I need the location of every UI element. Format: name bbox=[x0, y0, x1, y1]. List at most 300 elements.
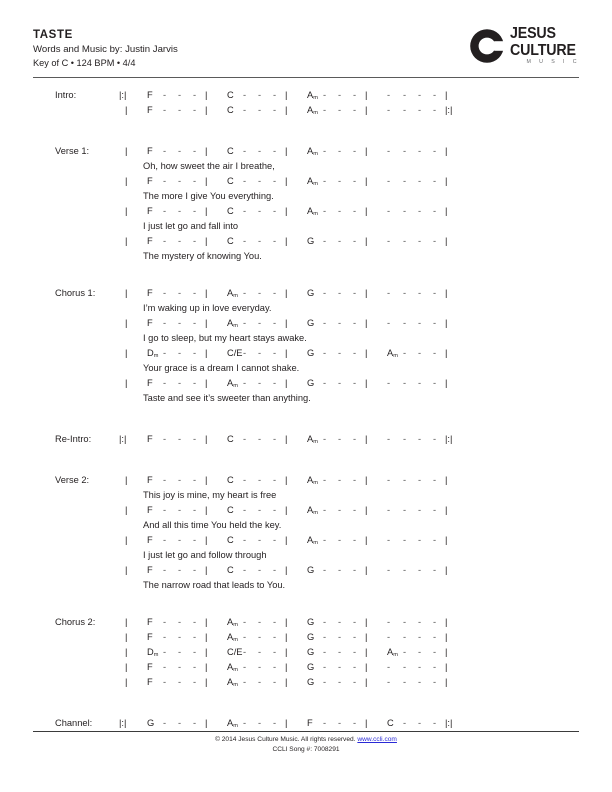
beat-dash: - bbox=[387, 617, 391, 627]
chord-symbol: F bbox=[147, 378, 153, 388]
barline: | bbox=[365, 565, 368, 575]
beat-dash: - bbox=[258, 677, 262, 687]
beat-dash: - bbox=[273, 632, 277, 642]
close-barline: | bbox=[445, 348, 448, 358]
barline: | bbox=[205, 236, 208, 246]
beat-dash: - bbox=[163, 378, 167, 388]
beat-dash: - bbox=[418, 617, 422, 627]
beat-dash: - bbox=[323, 318, 327, 328]
chord-symbol: F bbox=[147, 434, 153, 444]
close-barline: | bbox=[445, 288, 448, 298]
beat-dash: - bbox=[243, 718, 247, 728]
barline: | bbox=[285, 565, 288, 575]
header-divider bbox=[33, 77, 579, 78]
beat-dash: - bbox=[418, 348, 422, 358]
beat-dash: - bbox=[353, 236, 357, 246]
beat-dash: - bbox=[178, 535, 182, 545]
beat-dash: - bbox=[353, 348, 357, 358]
beat-dash: - bbox=[258, 176, 262, 186]
beat-dash: - bbox=[273, 565, 277, 575]
chord-symbol: C bbox=[227, 90, 234, 100]
open-barline: | bbox=[125, 206, 128, 216]
chord-symbol: F bbox=[147, 632, 153, 642]
close-barline: | bbox=[445, 475, 448, 485]
beat-dash: - bbox=[353, 90, 357, 100]
beat-dash: - bbox=[163, 565, 167, 575]
beat-dash: - bbox=[243, 105, 247, 115]
chord-row bbox=[125, 533, 579, 548]
chord-symbol: C bbox=[387, 718, 394, 728]
barline: | bbox=[365, 176, 368, 186]
beat-dash: - bbox=[323, 647, 327, 657]
beat-dash: - bbox=[433, 434, 437, 444]
barline: | bbox=[365, 90, 368, 100]
lyric-row: And all this time You held the key. bbox=[143, 520, 282, 530]
barline: | bbox=[205, 677, 208, 687]
barline: | bbox=[205, 146, 208, 156]
beat-dash: - bbox=[163, 206, 167, 216]
beat-dash: - bbox=[193, 505, 197, 515]
chart-section bbox=[33, 88, 579, 118]
beat-dash: - bbox=[193, 378, 197, 388]
chord-symbol: $A_m$ bbox=[227, 288, 238, 300]
barline: | bbox=[205, 535, 208, 545]
beat-dash: - bbox=[338, 348, 342, 358]
barline: | bbox=[205, 475, 208, 485]
beat-dash: - bbox=[387, 90, 391, 100]
lyric-row: Oh, how sweet the air I breathe, bbox=[143, 161, 275, 171]
open-barline: | bbox=[125, 318, 128, 328]
close-barline: |:| bbox=[445, 105, 453, 115]
beat-dash: - bbox=[387, 475, 391, 485]
beat-dash: - bbox=[403, 662, 407, 672]
beat-dash: - bbox=[163, 632, 167, 642]
beat-dash: - bbox=[403, 535, 407, 545]
chord-symbol: G bbox=[307, 677, 315, 687]
beat-dash: - bbox=[433, 105, 437, 115]
beat-dash: - bbox=[243, 288, 247, 298]
beat-dash: - bbox=[323, 677, 327, 687]
section-label: Chorus 1: bbox=[55, 288, 96, 298]
jesus-culture-music-logo bbox=[469, 26, 582, 65]
beat-dash: - bbox=[387, 632, 391, 642]
barline: | bbox=[365, 348, 368, 358]
barline: | bbox=[285, 236, 288, 246]
chord-symbol: F bbox=[307, 718, 313, 728]
beat-dash: - bbox=[403, 475, 407, 485]
chord-symbol: C bbox=[227, 565, 234, 575]
beat-dash: - bbox=[273, 176, 277, 186]
beat-dash: - bbox=[193, 535, 197, 545]
open-barline: | bbox=[125, 632, 128, 642]
beat-dash: - bbox=[258, 206, 262, 216]
barline: | bbox=[205, 565, 208, 575]
beat-dash: - bbox=[193, 632, 197, 642]
chord-symbol: $A_m$ bbox=[227, 662, 238, 674]
chord-symbol: G bbox=[307, 565, 315, 575]
document-footer bbox=[33, 735, 579, 755]
beat-dash: - bbox=[243, 535, 247, 545]
beat-dash: - bbox=[178, 662, 182, 672]
beat-dash: - bbox=[163, 617, 167, 627]
beat-dash: - bbox=[193, 90, 197, 100]
beat-dash: - bbox=[353, 565, 357, 575]
beat-dash: - bbox=[403, 647, 407, 657]
beat-dash: - bbox=[273, 288, 277, 298]
logo-line-music: M U S I C bbox=[526, 59, 580, 65]
open-barline: | bbox=[125, 617, 128, 627]
beat-dash: - bbox=[193, 146, 197, 156]
open-barline: | bbox=[125, 505, 128, 515]
beat-dash: - bbox=[193, 434, 197, 444]
beat-dash: - bbox=[178, 475, 182, 485]
beat-dash: - bbox=[403, 718, 407, 728]
beat-dash: - bbox=[353, 318, 357, 328]
beat-dash: - bbox=[273, 662, 277, 672]
beat-dash: - bbox=[273, 318, 277, 328]
barline: | bbox=[205, 632, 208, 642]
beat-dash: - bbox=[163, 475, 167, 485]
chord-row bbox=[125, 144, 579, 159]
beat-dash: - bbox=[338, 617, 342, 627]
beat-dash: - bbox=[178, 90, 182, 100]
section-rows bbox=[125, 286, 579, 406]
beat-dash: - bbox=[323, 146, 327, 156]
key-tempo-meter-line: Key of C • 124 BPM • 4/4 bbox=[33, 58, 136, 68]
beat-dash: - bbox=[178, 105, 182, 115]
beat-dash: - bbox=[323, 288, 327, 298]
beat-dash: - bbox=[273, 348, 277, 358]
chord-symbol: C bbox=[227, 475, 234, 485]
chord-symbol: G bbox=[307, 318, 315, 328]
barline: | bbox=[285, 505, 288, 515]
close-barline: | bbox=[445, 318, 448, 328]
beat-dash: - bbox=[178, 288, 182, 298]
beat-dash: - bbox=[403, 505, 407, 515]
beat-dash: - bbox=[193, 206, 197, 216]
beat-dash: - bbox=[163, 318, 167, 328]
beat-dash: - bbox=[243, 505, 247, 515]
chord-row bbox=[125, 103, 579, 118]
beat-dash: - bbox=[163, 236, 167, 246]
section-label: Intro: bbox=[55, 90, 77, 100]
section-rows bbox=[125, 144, 579, 264]
beat-dash: - bbox=[353, 662, 357, 672]
chord-row bbox=[125, 286, 579, 301]
chord-row bbox=[125, 316, 579, 331]
beat-dash: - bbox=[323, 105, 327, 115]
beat-dash: - bbox=[338, 146, 342, 156]
beat-dash: - bbox=[243, 176, 247, 186]
beat-dash: - bbox=[338, 677, 342, 687]
beat-dash: - bbox=[258, 146, 262, 156]
chord-symbol: $A_m$ bbox=[227, 617, 238, 629]
beat-dash: - bbox=[178, 176, 182, 186]
open-barline: | bbox=[125, 565, 128, 575]
chord-symbol: F bbox=[147, 90, 153, 100]
beat-dash: - bbox=[258, 90, 262, 100]
chord-row bbox=[125, 346, 579, 361]
beat-dash: - bbox=[323, 475, 327, 485]
barline: | bbox=[285, 535, 288, 545]
beat-dash: - bbox=[273, 718, 277, 728]
beat-dash: - bbox=[273, 236, 277, 246]
barline: | bbox=[285, 206, 288, 216]
close-barline: | bbox=[445, 647, 448, 657]
beat-dash: - bbox=[403, 236, 407, 246]
lyric-row: I just let go and fall into bbox=[143, 221, 239, 231]
chord-symbol: G bbox=[307, 288, 315, 298]
beat-dash: - bbox=[403, 434, 407, 444]
section-gap bbox=[33, 406, 579, 432]
beat-dash: - bbox=[258, 434, 262, 444]
beat-dash: - bbox=[193, 647, 197, 657]
chord-symbol: G bbox=[307, 236, 315, 246]
beat-dash: - bbox=[387, 434, 391, 444]
beat-dash: - bbox=[353, 647, 357, 657]
close-barline: | bbox=[445, 662, 448, 672]
barline: | bbox=[365, 236, 368, 246]
section-label: Re-Intro: bbox=[55, 434, 92, 444]
close-barline: | bbox=[445, 90, 448, 100]
section-rows bbox=[119, 432, 579, 447]
open-barline: | bbox=[125, 662, 128, 672]
chord-symbol: F bbox=[147, 288, 153, 298]
chord-symbol: $A_m$ bbox=[307, 505, 318, 517]
beat-dash: - bbox=[418, 632, 422, 642]
page-title: TASTE bbox=[33, 29, 73, 41]
chord-row bbox=[125, 234, 579, 249]
beat-dash: - bbox=[338, 434, 342, 444]
beat-dash: - bbox=[403, 90, 407, 100]
beat-dash: - bbox=[163, 90, 167, 100]
beat-dash: - bbox=[243, 348, 247, 358]
barline: | bbox=[285, 718, 288, 728]
beat-dash: - bbox=[353, 475, 357, 485]
beat-dash: - bbox=[338, 288, 342, 298]
barline: | bbox=[365, 662, 368, 672]
chord-symbol: F bbox=[147, 565, 153, 575]
beat-dash: - bbox=[243, 206, 247, 216]
beat-dash: - bbox=[273, 475, 277, 485]
beat-dash: - bbox=[418, 662, 422, 672]
lyric-row: The mystery of knowing You. bbox=[143, 251, 262, 261]
chord-symbol: $A_m$ bbox=[227, 677, 238, 689]
section-gap bbox=[33, 690, 579, 716]
beat-dash: - bbox=[418, 505, 422, 515]
barline: | bbox=[205, 505, 208, 515]
chord-row bbox=[125, 660, 579, 675]
beat-dash: - bbox=[418, 535, 422, 545]
beat-dash: - bbox=[163, 434, 167, 444]
beat-dash: - bbox=[403, 206, 407, 216]
beat-dash: - bbox=[353, 378, 357, 388]
chord-symbol: F bbox=[147, 505, 153, 515]
barline: | bbox=[285, 146, 288, 156]
beat-dash: - bbox=[387, 105, 391, 115]
beat-dash: - bbox=[258, 662, 262, 672]
beat-dash: - bbox=[433, 535, 437, 545]
beat-dash: - bbox=[178, 348, 182, 358]
beat-dash: - bbox=[163, 662, 167, 672]
beat-dash: - bbox=[193, 105, 197, 115]
barline: | bbox=[205, 718, 208, 728]
barline: | bbox=[205, 378, 208, 388]
chord-symbol: $A_m$ bbox=[227, 378, 238, 390]
beat-dash: - bbox=[243, 318, 247, 328]
beat-dash: - bbox=[353, 146, 357, 156]
beat-dash: - bbox=[418, 565, 422, 575]
section-label: Chorus 2: bbox=[55, 617, 96, 627]
beat-dash: - bbox=[273, 434, 277, 444]
beat-dash: - bbox=[178, 206, 182, 216]
beat-dash: - bbox=[418, 647, 422, 657]
barline: | bbox=[205, 105, 208, 115]
beat-dash: - bbox=[403, 617, 407, 627]
beat-dash: - bbox=[403, 677, 407, 687]
chord-row bbox=[125, 630, 579, 645]
chord-symbol: F bbox=[147, 662, 153, 672]
beat-dash: - bbox=[193, 348, 197, 358]
beat-dash: - bbox=[193, 475, 197, 485]
beat-dash: - bbox=[323, 662, 327, 672]
chord-symbol: $A_m$ bbox=[307, 90, 318, 102]
chord-symbol: F bbox=[147, 475, 153, 485]
barline: | bbox=[205, 318, 208, 328]
open-barline: | bbox=[125, 677, 128, 687]
beat-dash: - bbox=[178, 434, 182, 444]
beat-dash: - bbox=[353, 718, 357, 728]
chord-chart-body bbox=[33, 88, 579, 731]
lyric-row: This joy is mine, my heart is free bbox=[143, 490, 277, 500]
beat-dash: - bbox=[163, 647, 167, 657]
chord-symbol: G bbox=[307, 647, 315, 657]
chord-symbol: F bbox=[147, 206, 153, 216]
barline: | bbox=[285, 647, 288, 657]
ring-logo-icon bbox=[469, 28, 505, 64]
barline: | bbox=[285, 434, 288, 444]
chord-symbol: C bbox=[227, 505, 234, 515]
barline: | bbox=[205, 647, 208, 657]
beat-dash: - bbox=[273, 647, 277, 657]
lyric-row: Your grace is a dream I cannot shake. bbox=[143, 363, 300, 373]
chord-symbol: G bbox=[307, 378, 315, 388]
beat-dash: - bbox=[273, 677, 277, 687]
chord-symbol: G bbox=[307, 617, 315, 627]
open-barline: | bbox=[125, 236, 128, 246]
barline: | bbox=[365, 206, 368, 216]
chord-symbol: F bbox=[147, 146, 153, 156]
beat-dash: - bbox=[353, 617, 357, 627]
beat-dash: - bbox=[323, 718, 327, 728]
beat-dash: - bbox=[338, 505, 342, 515]
section-rows bbox=[119, 716, 579, 731]
beat-dash: - bbox=[243, 475, 247, 485]
beat-dash: - bbox=[163, 677, 167, 687]
beat-dash: - bbox=[433, 677, 437, 687]
beat-dash: - bbox=[418, 677, 422, 687]
beat-dash: - bbox=[433, 632, 437, 642]
beat-dash: - bbox=[418, 288, 422, 298]
beat-dash: - bbox=[273, 206, 277, 216]
lyric-row: Taste and see it’s sweeter than anything. bbox=[143, 393, 311, 403]
chord-symbol: C bbox=[227, 206, 234, 216]
barline: | bbox=[285, 662, 288, 672]
beat-dash: - bbox=[163, 505, 167, 515]
beat-dash: - bbox=[193, 677, 197, 687]
barline: | bbox=[285, 617, 288, 627]
close-barline: | bbox=[445, 378, 448, 388]
beat-dash: - bbox=[258, 647, 262, 657]
chord-symbol: $A_m$ bbox=[227, 318, 238, 330]
chord-row bbox=[125, 376, 579, 391]
close-barline: | bbox=[445, 632, 448, 642]
chord-symbol: $A_m$ bbox=[387, 348, 398, 360]
open-barline: | bbox=[125, 105, 128, 115]
logo-wordmark bbox=[510, 26, 582, 65]
beat-dash: - bbox=[243, 617, 247, 627]
chord-symbol: $A_m$ bbox=[307, 206, 318, 218]
beat-dash: - bbox=[163, 535, 167, 545]
barline: | bbox=[285, 632, 288, 642]
barline: | bbox=[365, 318, 368, 328]
beat-dash: - bbox=[433, 288, 437, 298]
beat-dash: - bbox=[178, 378, 182, 388]
beat-dash: - bbox=[243, 662, 247, 672]
beat-dash: - bbox=[418, 146, 422, 156]
chord-symbol: $A_m$ bbox=[307, 475, 318, 487]
open-barline: | bbox=[125, 288, 128, 298]
beat-dash: - bbox=[273, 105, 277, 115]
beat-dash: - bbox=[258, 632, 262, 642]
beat-dash: - bbox=[433, 90, 437, 100]
beat-dash: - bbox=[418, 90, 422, 100]
beat-dash: - bbox=[403, 288, 407, 298]
beat-dash: - bbox=[243, 90, 247, 100]
close-barline: | bbox=[445, 206, 448, 216]
copyright-line bbox=[33, 735, 579, 745]
beat-dash: - bbox=[243, 647, 247, 657]
beat-dash: - bbox=[193, 236, 197, 246]
chord-symbol: G bbox=[147, 718, 155, 728]
logo-line-jesus: JESUS bbox=[509, 25, 556, 42]
chord-symbol: $A_m$ bbox=[307, 535, 318, 547]
barline: | bbox=[285, 318, 288, 328]
beat-dash: - bbox=[353, 632, 357, 642]
beat-dash: - bbox=[273, 378, 277, 388]
beat-dash: - bbox=[193, 718, 197, 728]
barline: | bbox=[365, 535, 368, 545]
beat-dash: - bbox=[433, 348, 437, 358]
chord-symbol: F bbox=[147, 617, 153, 627]
beat-dash: - bbox=[193, 662, 197, 672]
ccli-link[interactable]: www.ccli.com bbox=[357, 736, 397, 743]
beat-dash: - bbox=[353, 288, 357, 298]
beat-dash: - bbox=[338, 378, 342, 388]
beat-dash: - bbox=[273, 90, 277, 100]
section-rows bbox=[119, 88, 579, 118]
close-barline: | bbox=[445, 677, 448, 687]
beat-dash: - bbox=[338, 318, 342, 328]
beat-dash: - bbox=[353, 677, 357, 687]
beat-dash: - bbox=[433, 378, 437, 388]
chord-row bbox=[125, 615, 579, 630]
beat-dash: - bbox=[338, 718, 342, 728]
barline: | bbox=[205, 348, 208, 358]
chord-symbol: C bbox=[227, 176, 234, 186]
open-barline: | bbox=[125, 378, 128, 388]
barline: | bbox=[285, 105, 288, 115]
